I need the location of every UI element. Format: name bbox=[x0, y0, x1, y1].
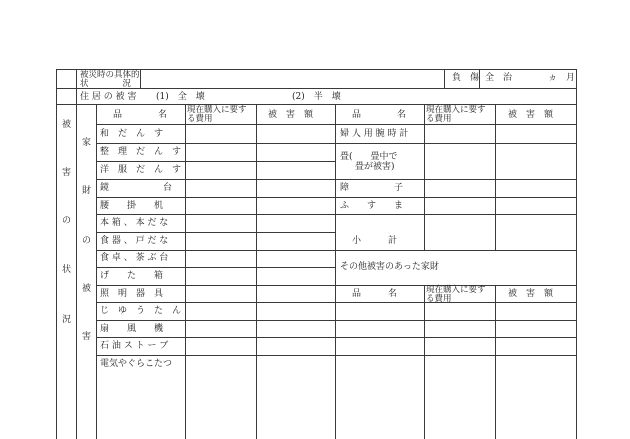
rule-residence-bottom bbox=[56, 104, 576, 105]
residence-option-half[interactable]: (2) 半 壊 bbox=[292, 92, 341, 102]
left-item-5: 腰 掛 机 bbox=[100, 201, 164, 211]
left-item-12: 扇 風 機 bbox=[100, 324, 164, 334]
left-col-damage-header: 被 害 額 bbox=[268, 110, 314, 120]
rule-col-header-bottom bbox=[96, 124, 576, 125]
rule-side-divider bbox=[76, 104, 77, 439]
left-item-3: 洋 服 だ ん す bbox=[100, 165, 182, 175]
rule-injury-right bbox=[479, 69, 480, 88]
rule-inner-divider bbox=[96, 104, 97, 439]
rule-l9 bbox=[96, 285, 335, 286]
rule-r-col1b bbox=[424, 285, 425, 439]
left-item-14: 電気やぐらこたつ bbox=[100, 359, 173, 369]
right-col-cost-header-1: 現在購入に要す bbox=[426, 105, 486, 115]
rule-l2 bbox=[96, 161, 335, 162]
situation-field[interactable] bbox=[141, 70, 443, 87]
right-col-damage-header: 被 害 額 bbox=[508, 110, 554, 120]
injury-value-label: 全 治 bbox=[485, 73, 513, 83]
rule-l13 bbox=[96, 355, 335, 356]
right-col-item-header: 品 名 bbox=[352, 110, 407, 120]
left-item-1: 和 だ ん す bbox=[100, 129, 164, 139]
rule-r5 bbox=[335, 250, 576, 251]
rule-r-col2 bbox=[495, 104, 496, 250]
right-col-cost-header-2-1: 現在購入に要す bbox=[426, 285, 486, 295]
side-outer-char-2: 害 bbox=[62, 168, 72, 178]
side-outer-char-3: の bbox=[62, 216, 72, 226]
left-item-11: じ ゆ う た ん bbox=[100, 306, 182, 316]
rule-left-outer bbox=[56, 69, 57, 439]
rule-l3 bbox=[96, 179, 335, 180]
rule-l4 bbox=[96, 197, 335, 198]
left-item-6: 本 箱 、 本 だ な bbox=[100, 218, 169, 228]
rule-l8 bbox=[96, 267, 335, 268]
injury-label: 負 傷 bbox=[452, 73, 480, 83]
rule-l6 bbox=[96, 232, 335, 233]
side-inner-char-5: 害 bbox=[82, 332, 92, 342]
residence-option-full[interactable]: (1) 全 壊 bbox=[156, 92, 205, 102]
right-col-cost-header-2: る費用 bbox=[426, 114, 452, 124]
rule-l1 bbox=[96, 143, 335, 144]
rule-injury-left bbox=[444, 69, 445, 88]
side-outer-char-1: 被 bbox=[62, 120, 72, 130]
rule-l10 bbox=[96, 302, 335, 303]
rule-r8 bbox=[335, 320, 576, 321]
side-outer-char-5: 況 bbox=[62, 315, 72, 325]
rule-r1 bbox=[335, 143, 576, 144]
rule-r7 bbox=[335, 302, 576, 303]
right-item-tatami-sub: 畳が被害) bbox=[355, 162, 395, 172]
residence-label: 住 居 の 被 害 bbox=[80, 92, 137, 102]
rule-r-col2b bbox=[495, 285, 496, 439]
rule-r10 bbox=[335, 355, 576, 356]
right-item-tatami: 畳( 畳中で bbox=[340, 152, 398, 162]
right-col-item-header-2: 品 名 bbox=[352, 289, 398, 299]
right-item-shoji: 障 子 bbox=[340, 183, 404, 193]
right-other-label: その他被害のあった家財 bbox=[340, 262, 439, 272]
side-inner-char-2: 財 bbox=[82, 186, 92, 196]
side-inner-char-1: 家 bbox=[82, 138, 92, 148]
rule-r-col1 bbox=[424, 104, 425, 250]
left-item-8: 食 卓 、 茶 ぶ 台 bbox=[100, 253, 169, 263]
right-col-cost-header-2-2: る費用 bbox=[426, 294, 452, 304]
left-col-cost-header-1: 現在購入に要す bbox=[187, 105, 247, 115]
right-subtotal: 小 計 bbox=[352, 236, 398, 246]
right-col-damage-header-2: 被 害 額 bbox=[508, 289, 554, 299]
right-item-watch: 婦 人 用 腕 時 計 bbox=[340, 129, 409, 139]
rule-right-outer bbox=[576, 69, 577, 439]
injury-months-field[interactable] bbox=[515, 70, 545, 87]
left-item-13: 石 油 ス ト ー ブ bbox=[100, 341, 169, 351]
left-item-7: 食 器 、 戸 だ な bbox=[100, 236, 169, 246]
rule-r2 bbox=[335, 179, 576, 180]
left-item-2: 整 理 だ ん す bbox=[100, 147, 182, 157]
rule-header-left bbox=[76, 69, 77, 104]
rule-mid bbox=[335, 104, 336, 439]
rule-r4 bbox=[335, 214, 576, 215]
rule-r9 bbox=[335, 337, 576, 338]
rule-header-bottom bbox=[56, 88, 576, 89]
side-inner-char-3: の bbox=[82, 236, 92, 246]
rule-l5 bbox=[96, 214, 335, 215]
rule-r3 bbox=[335, 197, 576, 198]
rule-l-col1 bbox=[185, 104, 186, 439]
rule-l7 bbox=[96, 250, 335, 251]
side-outer-char-4: 状 bbox=[62, 265, 72, 275]
side-inner-char-4: 被 bbox=[82, 284, 92, 294]
rule-l11 bbox=[96, 320, 335, 321]
situation-label-line2: 状 況 bbox=[80, 79, 132, 89]
left-item-10: 照 明 器 具 bbox=[100, 289, 164, 299]
left-item-9: げ た 箱 bbox=[100, 271, 164, 281]
left-item-4: 鏡 台 bbox=[100, 183, 173, 193]
situation-label-line1: 被災時の具体的 bbox=[80, 70, 140, 80]
rule-l12 bbox=[96, 337, 335, 338]
left-col-item-header: 品 名 bbox=[113, 110, 168, 120]
month-unit: ヵ 月 bbox=[548, 73, 576, 83]
left-col-cost-header-2: る費用 bbox=[187, 114, 213, 124]
right-item-fusuma: ふ す ま bbox=[340, 201, 404, 211]
rule-l-col2 bbox=[256, 104, 257, 439]
